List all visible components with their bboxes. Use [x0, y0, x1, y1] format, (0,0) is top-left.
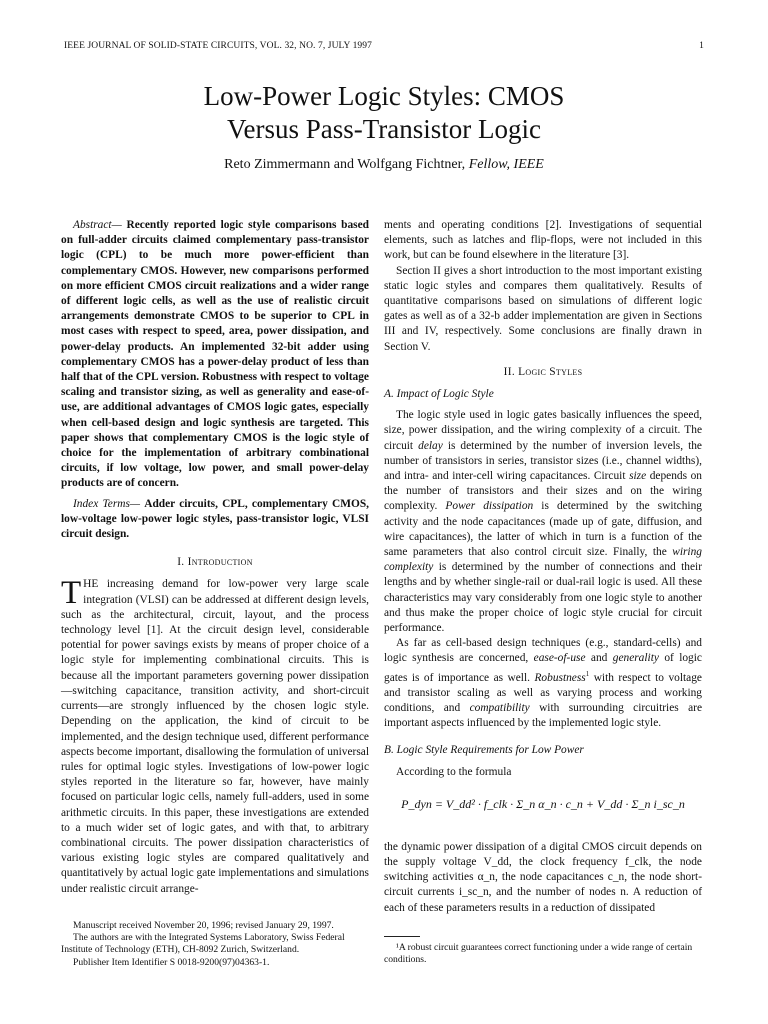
- footnote-marker: 1: [585, 669, 590, 678]
- footnote-robust: ¹A robust circuit guarantees correct functioning under a wide range of certain conditions.: [384, 942, 693, 966]
- section-1-heading: I. Introduction: [177, 556, 253, 569]
- term-generality: generality: [612, 652, 659, 665]
- footnote-received: Manuscript received November 20, 1996; revised January 29, 1997.: [73, 920, 334, 931]
- journal-header: IEEE JOURNAL OF SOLID-STATE CIRCUITS, VOL. 32, NO. 7, JULY 1997: [64, 41, 372, 51]
- intro-paragraph: [61, 577, 369, 896]
- footnote-rule: [384, 936, 420, 937]
- page-number: 1: [699, 41, 704, 51]
- title-line-2: Versus Pass-Transistor Logic: [226, 114, 541, 144]
- index-terms-text: Adder circuits, CPL, complementary CMOS, low-voltage low-power logic styles, pass-transistor logic, VLSI circuit design.: [61, 497, 369, 541]
- subsection-a-heading: A. Impact of Logic Style: [384, 388, 494, 401]
- author-affiliation: Fellow, IEEE: [468, 157, 544, 172]
- subsection-b-heading: B. Logic Style Requirements for Low Power: [384, 744, 584, 757]
- term-power-dissipation: Power dissipation: [445, 500, 534, 513]
- abstract: [61, 218, 369, 492]
- power-formula: P_dyn = V_dd² · f_clk · Σ_n α_n · c_n + V_dd · Σ_n i_sc_n: [401, 796, 685, 811]
- section-2-heading: II. Logic Styles: [503, 365, 583, 378]
- paragraph-impact: The logic style used in logic gates basically influences the speed, size, power dissipation, and the wiring complexity of a circuit. The circuit delay is determined by the number of inversion levels, the number of transistors in series, transistor sizes (i.e., channel widths), and intra- and inter-cell wiring capacitances. Circuit size depends on the number of transistors and their sizes and on the wiring complexity. Power dissipation is determined by the switching activity and the node capacitances (made up of gate, diffusion, and wire capacitances), the latter of which in turn is a function of the same parameters that also control circuit size. Finally, the wiring complexity is determined by the number of connections and their lengths and by whether single-rail or dual-rail logic is used. All these characteristics may vary considerably from one logic style to another and thus make the proper choice of logic style crucial for circuit performance.: [384, 409, 702, 635]
- term-wiring-complexity: wiring complexity: [384, 546, 702, 574]
- running-head: [64, 41, 704, 55]
- term-ease-of-use: ease-of-use: [533, 652, 586, 665]
- paragraph-formula-intro: According to the formula: [396, 765, 512, 778]
- intro-text: HE increasing demand for low-power very large scale integration (VLSI) can be addressed at different design levels, such as the architectural, circuit, layout, and the process technology level [1]. At the circuit design level, considerable potential for power savings exists by means of proper choice of a logic style for implementing combinational circuits. This is because all the important parameters governing power dissipation—switching capacitance, transition activity, and short-circuit currents—are strongly influenced by the chosen logic style. Depending on the application, the kind of circuit to be implemented, and the design technique used, different performance aspects become important, disallowing the formulation of universal rules for optimal logic styles. Investigations of low-power logic styles reported in the literature so far, however, have mainly focused on particular logic cells, namely full-adders, used in some arithmetic circuits. In this paper, these investigations are extended to a much wider set of logic gates, and with that, to arbitrary combinational circuits. The power dissipation characteristics of various existing logic styles are compared qualitatively and quantitatively by actual logic gate implementations and simulations under realistic circuit arrange-: [61, 578, 369, 895]
- footnote-publisher-id: Publisher Item Identifier S 0018-9200(97)04363-1.: [73, 956, 270, 968]
- abstract-text: Recently reported logic style comparisons based on full-adder circuits claimed complementary pass-transistor logic (CPL) to be much more power-efficient than complementary CMOS. However, new comparisons performed on more efficient CMOS circuit realizations and a wider range of different logic cells, as well as the use of realistic circuit arrangements demonstrate CMOS to be superior to CPL in most cases with respect to speed, area, power dissipation, and power-delay products. An implemented 32-bit adder using complementary CMOS has a power-delay product of less than half that of the CPL version. Robustness with respect to voltage scaling and transistor sizing, as well as generality and ease-of-use, are additional advantages of CMOS logic gates, especially when cell-based design and logic synthesis are targeted. This paper shows that complementary CMOS is the logic style of choice for the implementation of arbitrary combinational circuits, if low voltage, low power, and small power-delay products are of concern.: [61, 219, 369, 490]
- paragraph-outline: Section II gives a short introduction to the most important existing static logic styles and compares them qualitatively. Results of quantitative comparisons based on simulations of different logic gates as well as of a 32-b adder implementation are given in Sections III and IV, respectively. Some conclusions are finally drawn in Section V.: [384, 264, 702, 353]
- footnote-right: [384, 942, 702, 966]
- term-size: size: [629, 470, 647, 483]
- term-delay: delay: [418, 439, 443, 452]
- footnotes-left: [61, 920, 369, 969]
- author-names: Reto Zimmermann and Wolfgang Fichtner,: [224, 157, 466, 172]
- title-line-1: Low-Power Logic Styles: CMOS: [203, 81, 565, 111]
- abstract-label: Abstract—: [73, 219, 122, 231]
- paper-title: [0, 80, 768, 146]
- term-robustness: Robustness: [534, 671, 586, 684]
- index-terms: [61, 497, 369, 543]
- paragraph-continued: ments and operating conditions [2]. Investigations of sequential elements, such as latches and flip-flops, were not included in this work, but can be found elsewhere in the literature [3].: [384, 219, 702, 262]
- index-terms-label: Index Terms—: [73, 497, 141, 510]
- footnote-authors: The authors are with the Integrated Systems Laboratory, Swiss Federal Institute of Technology (ETH), CH-8092 Zurich, Switzerland.: [61, 932, 345, 956]
- term-compatibility: compatibility: [469, 701, 530, 714]
- authors: [0, 157, 768, 173]
- drop-cap: T: [61, 575, 82, 612]
- paragraph-dynamic-power: the dynamic power dissipation of a digital CMOS circuit depends on the supply voltage V_dd, the clock frequency f_clk, the node switching activities α_n, the node capacitances c_n, the node short-circuit currents i_sc_n, and the number of nodes n. A reduction of each of these parameters results in a reduction of dissipated: [384, 840, 702, 914]
- right-column: [384, 218, 702, 916]
- left-column: [61, 218, 369, 897]
- paragraph-cell-based: As far as cell-based design techniques (e.g., standard-cells) and logic synthesis are concerned, ease-of-use and generality of logic gates is of importance as well. Robustness$^1$ with respect to voltage and transistor scaling as well as varying process and working conditions, and compatibility with surrounding circuitries are important aspects influenced by the implemented logic style.: [384, 637, 703, 730]
